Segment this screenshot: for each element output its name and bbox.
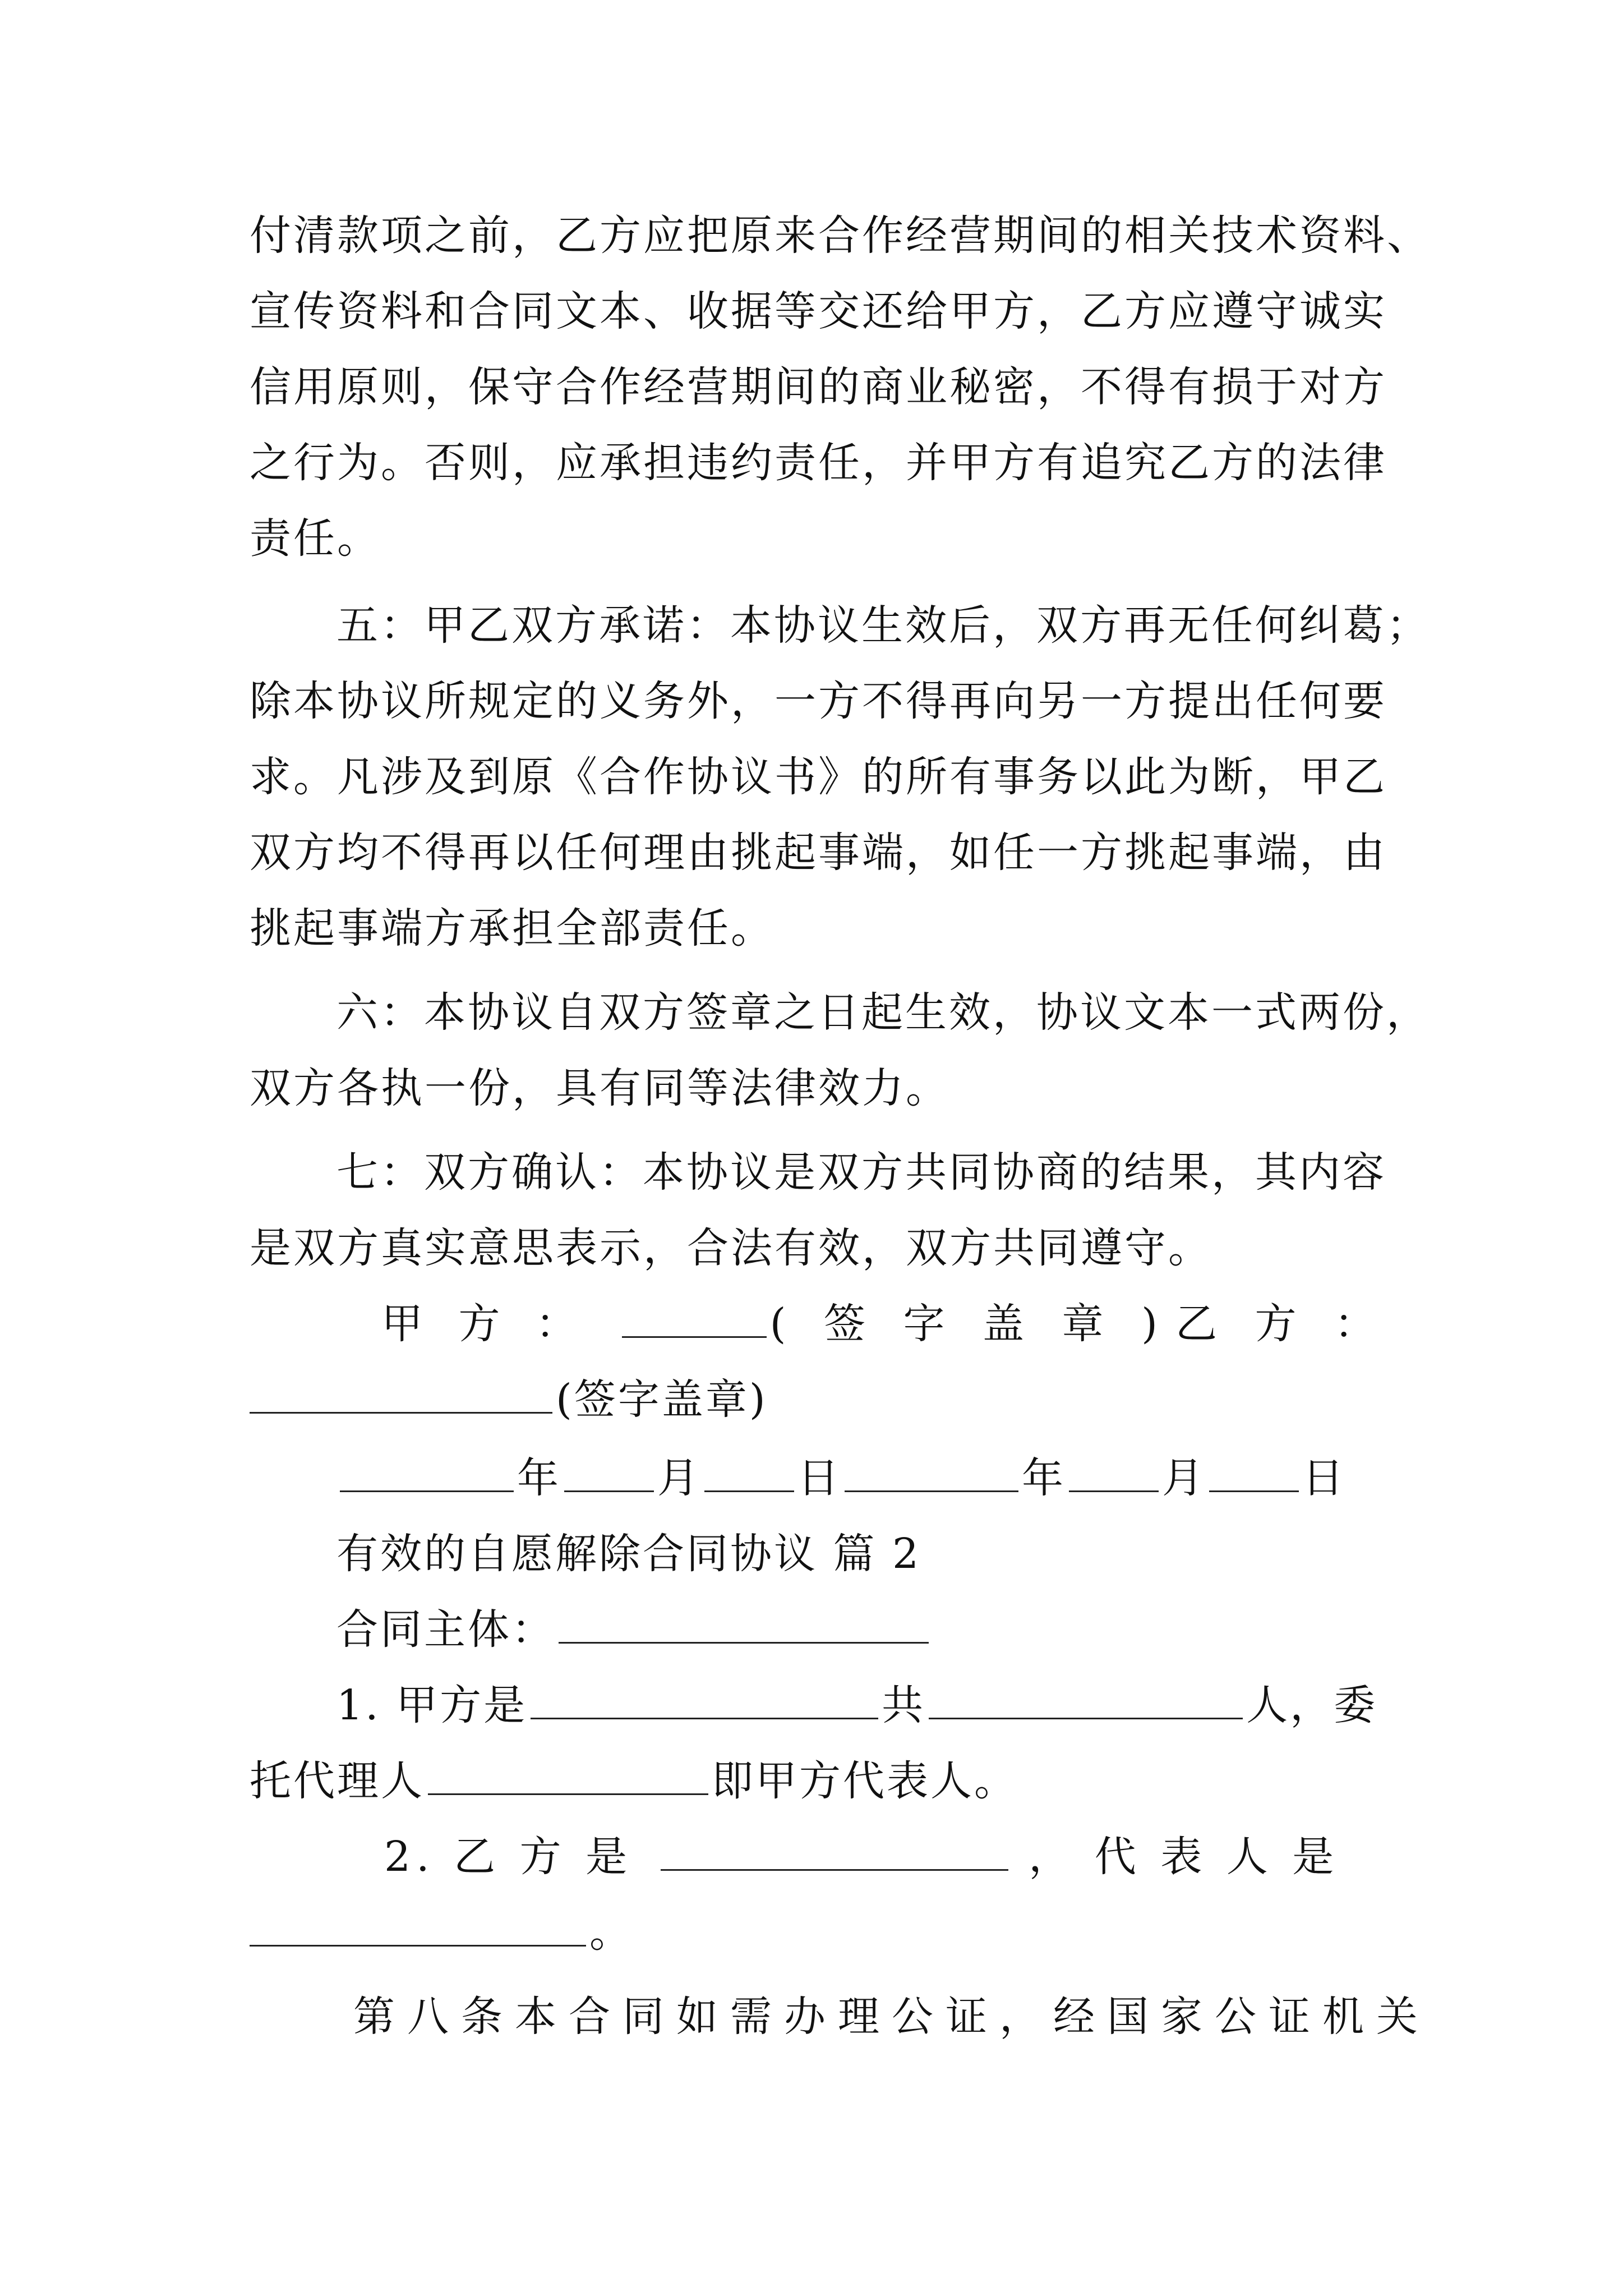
paragraph-line: 六：本协议自双方签章之日起生效，协议文本一式两份， xyxy=(336,988,1430,1037)
agent-label: 托代理人 xyxy=(250,1757,425,1805)
item2-party-b-label: 2. 乙 方 是 xyxy=(384,1833,633,1881)
item2-end-mark: 。 xyxy=(589,1908,633,1957)
party-a-name-blank[interactable] xyxy=(531,1678,878,1719)
paragraph-line: 双方均不得再以任何理由挑起事端，如任一方挑起事端，由 xyxy=(250,829,1387,877)
paragraph-line: 双方各执一份，具有同等法律效力。 xyxy=(250,1064,949,1112)
paragraph-line: 除本协议所规定的义务外，一方不得再向另一方提出任何要 xyxy=(250,677,1387,725)
party-a-signature-blank[interactable] xyxy=(622,1297,767,1338)
paragraph-line: 求。凡涉及到原《合作协议书》的所有事务以此为断，甲乙 xyxy=(250,753,1387,801)
month-label: 月 xyxy=(1162,1454,1206,1502)
paragraph-line: 宣传资料和合同文本、收据等交还给甲方，乙方应遵守诚实 xyxy=(250,287,1387,335)
paragraph-line: 之行为。否则，应承担违约责任，并甲方有追究乙方的法律 xyxy=(250,439,1387,487)
item1-people-label: 人，委 xyxy=(1246,1681,1378,1729)
day-a-blank[interactable] xyxy=(704,1451,794,1492)
year-label: 年 xyxy=(1022,1454,1066,1502)
signature-row-2 xyxy=(250,1372,1388,1428)
party-a-count-blank[interactable] xyxy=(929,1678,1243,1719)
paragraph-line: 是双方真实意思表示，合法有效，双方共同遵守。 xyxy=(250,1224,1212,1272)
day-b-blank[interactable] xyxy=(1209,1451,1299,1492)
signature-row xyxy=(381,1296,1388,1352)
contract-subject-label: 合同主体： xyxy=(336,1605,555,1654)
paragraph-line: 付清款项之前，乙方应把原来合作经营期间的相关技术资料、 xyxy=(250,211,1431,260)
paragraph-line: 七：双方确认：本协议是双方共同协商的结果，其内容 xyxy=(336,1148,1386,1197)
article-eight-line: 第八条本合同如需办理公证，经国家公证机关 xyxy=(353,1993,1430,2041)
paragraph-line: 责任。 xyxy=(250,514,381,563)
paragraph-line: 信用原则，保守合作经营期间的商业秘密，不得有损于对方 xyxy=(250,363,1387,411)
item1-total-label: 共 xyxy=(882,1681,926,1729)
section-title: 有效的自愿解除合同协议 篇 2 xyxy=(336,1530,921,1578)
party-b-sign-seal: (签字盖章) xyxy=(556,1375,768,1424)
day-label: 日 xyxy=(797,1454,841,1502)
party-b-label: 乙 方 ： xyxy=(1175,1300,1388,1348)
item2-row xyxy=(384,1829,1388,1885)
item1-row-2 xyxy=(250,1753,1388,1809)
party-b-representative-blank[interactable] xyxy=(250,1906,586,1947)
year-a-blank[interactable] xyxy=(340,1451,514,1492)
item2-row-2 xyxy=(250,1904,1388,1961)
agent-representative-label: 即甲方代表人。 xyxy=(712,1757,1018,1805)
year-b-blank[interactable] xyxy=(845,1451,1018,1492)
month-b-blank[interactable] xyxy=(1069,1451,1159,1492)
party-a-sign-seal: ( 签 字 盖 章 ) xyxy=(769,1300,1170,1348)
day-label: 日 xyxy=(1302,1454,1346,1502)
year-label: 年 xyxy=(517,1454,561,1502)
month-label: 月 xyxy=(657,1454,701,1502)
agent-name-blank[interactable] xyxy=(428,1754,708,1795)
contract-subject-row xyxy=(336,1602,1475,1658)
party-b-name-blank[interactable] xyxy=(661,1830,1008,1871)
item1-row xyxy=(336,1677,1475,1733)
contract-subject-blank[interactable] xyxy=(559,1603,929,1644)
item2-representative-label: ， 代 表 人 是 xyxy=(1029,1833,1340,1881)
party-a-label: 甲 方 ： xyxy=(381,1300,589,1348)
party-b-signature-blank[interactable] xyxy=(250,1373,552,1414)
paragraph-line: 五：甲乙双方承诺：本协议生效后，双方再无任何纠葛； xyxy=(336,601,1430,650)
month-a-blank[interactable] xyxy=(564,1451,654,1492)
paragraph-line: 挑起事端方承担全部责任。 xyxy=(250,904,774,953)
date-row xyxy=(336,1450,1475,1506)
item1-party-a-label: 1. 甲方是 xyxy=(336,1681,528,1729)
